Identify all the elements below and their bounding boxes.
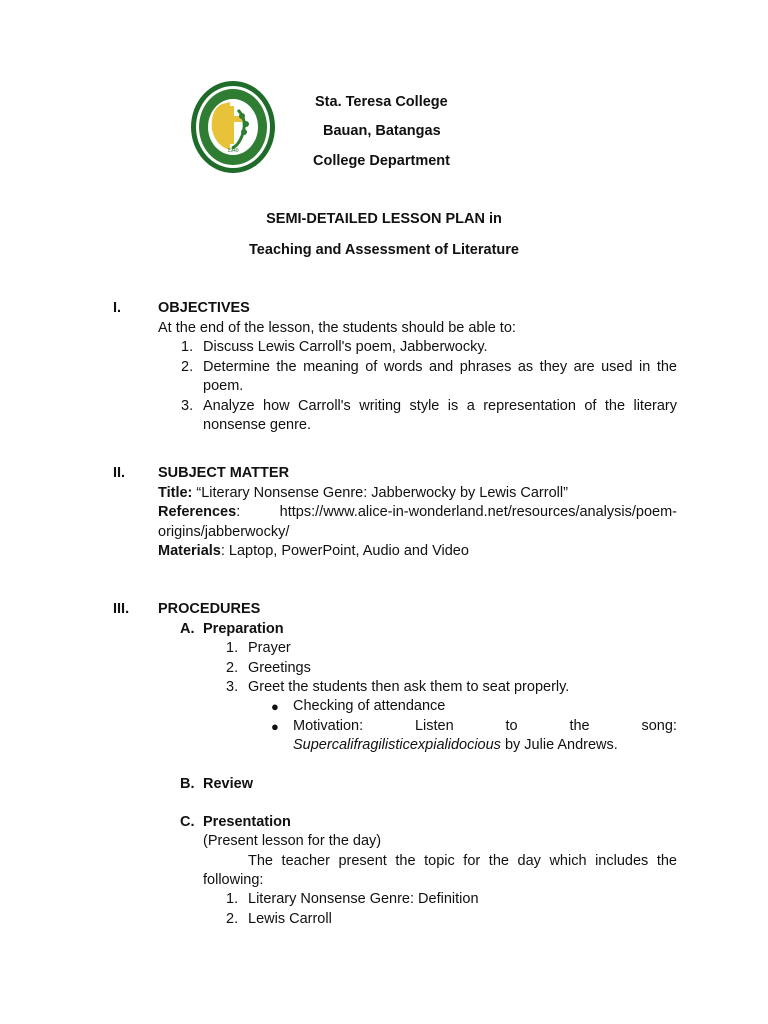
section-numeral: II. — [113, 465, 126, 481]
list-item: Determine the meaning of words and phrases as they are used in the — [203, 359, 677, 375]
references-label: References — [158, 504, 237, 520]
list-item-continued: poem. — [203, 378, 244, 394]
school-name: Sta. Teresa College — [315, 94, 448, 110]
plan-title: SEMI-DETAILED LESSON PLAN in — [266, 211, 502, 227]
list-item-continued: nonsense genre. — [203, 417, 312, 433]
list-number: 3. — [181, 398, 194, 414]
references-link-continued[interactable]: origins/jabberwocky/ — [158, 524, 290, 540]
svg-text:1940: 1940 — [227, 148, 239, 154]
section-numeral: III. — [113, 601, 130, 617]
motivation-word: song: — [641, 718, 677, 734]
list-item: Prayer — [248, 640, 291, 656]
motivation-word: to — [505, 718, 518, 734]
references-line: References: https://www.alice-in-wonderland.net/resources/analysis/poem- — [158, 504, 677, 520]
subsection-heading-review: Review — [203, 776, 253, 792]
list-number: 3. — [226, 679, 239, 695]
list-item: Lewis Carroll — [248, 911, 332, 927]
objectives-intro: At the end of the lesson, the students should be able to: — [158, 320, 516, 336]
bullet-item: Checking of attendance — [293, 698, 446, 714]
list-item: Literary Nonsense Genre: Definition — [248, 891, 479, 907]
materials-value: : Laptop, PowerPoint, Audio and Video — [220, 543, 469, 559]
plan-subtitle: Teaching and Assessment of Literature — [249, 242, 519, 258]
materials-line — [158, 542, 469, 562]
title-label: Title: — [158, 485, 193, 501]
college-seal-logo — [190, 80, 276, 174]
school-location: Bauan, Batangas — [323, 123, 441, 139]
references-link[interactable]: https://www.alice-in-wonderland.net/resources/analysis/poem- — [279, 504, 677, 520]
section-heading-objectives: OBJECTIVES — [158, 300, 250, 316]
list-item: Greetings — [248, 660, 311, 676]
bullet-icon: ● — [271, 699, 279, 714]
list-number: 1. — [181, 339, 194, 355]
bullet-icon: ● — [271, 719, 279, 734]
list-number: 2. — [226, 660, 239, 676]
subsection-letter: B. — [180, 776, 195, 792]
motivation-word: the — [569, 718, 590, 734]
presentation-paragraph-continued: following: — [203, 872, 264, 888]
bullet-item-continued — [293, 736, 618, 756]
title-line — [158, 484, 568, 504]
bullet-item-motivation — [293, 717, 677, 737]
motivation-word: Motivation: — [293, 718, 364, 734]
section-heading-procedures: PROCEDURES — [158, 601, 261, 617]
presentation-paragraph: The teacher present the topic for the day which includes the — [248, 853, 677, 869]
subsection-letter: C. — [180, 814, 195, 830]
song-artist: by Julie Andrews. — [500, 737, 618, 753]
subsection-letter: A. — [180, 621, 195, 637]
song-title: Supercalifragilisticexpialidocious — [293, 737, 501, 753]
materials-label: Materials — [158, 543, 221, 559]
title-value: “Literary Nonsense Genre: Jabberwocky by Lewis Carroll” — [196, 485, 568, 501]
motivation-word: Listen — [414, 718, 454, 734]
list-item: Discuss Lewis Carroll's poem, Jabberwocky. — [203, 339, 488, 355]
subsection-heading-presentation: Presentation — [203, 814, 291, 830]
presentation-note: (Present lesson for the day) — [203, 833, 382, 849]
list-number: 1. — [226, 640, 239, 656]
list-item: Greet the students then ask them to seat properly. — [248, 679, 570, 695]
section-heading-subject-matter: SUBJECT MATTER — [158, 465, 290, 481]
section-numeral: I. — [113, 300, 122, 316]
subsection-heading-preparation: Preparation — [203, 621, 284, 637]
list-item: Analyze how Carroll's writing style is a representation of the literary — [203, 398, 677, 414]
list-number: 1. — [226, 891, 239, 907]
school-department: College Department — [313, 153, 450, 169]
list-number: 2. — [226, 911, 239, 927]
list-number: 2. — [181, 359, 194, 375]
